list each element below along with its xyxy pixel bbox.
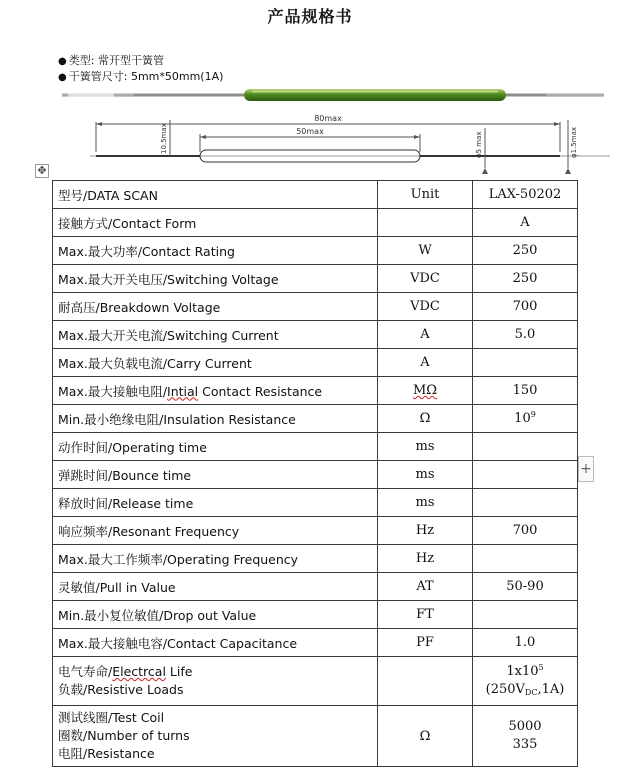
row-item: 动作时间/Operating time (53, 433, 378, 461)
row-unit: W (378, 237, 473, 265)
row-unit: Ω (378, 405, 473, 433)
row-item: Max.最大负载电流/Carry Current (53, 349, 378, 377)
row-unit: VDC (378, 293, 473, 321)
row-unit: ms (378, 489, 473, 517)
table-row (53, 209, 578, 237)
row-value (473, 545, 578, 573)
row-unit: Ω (378, 706, 473, 767)
row-value (473, 461, 578, 489)
table-row (53, 321, 578, 349)
table-row (53, 573, 578, 601)
row-item (53, 657, 378, 706)
spellcheck-word: Intial (167, 383, 199, 399)
row-item-line (58, 663, 372, 681)
bullet-type-label: 类型: (68, 54, 95, 67)
spellcheck-word: Electrcal (112, 664, 166, 679)
bullet-size-label: 干簧管尺寸: (68, 70, 128, 83)
row-unit-text: MΩ (412, 383, 438, 398)
bullet-size-value: 5mm*50mm(1A) (130, 70, 224, 83)
row-item-line: 电阻/Resistance (58, 746, 155, 761)
table-row (53, 517, 578, 545)
spec-table (52, 180, 578, 767)
table-row (53, 237, 578, 265)
glass-length-label: 50max (296, 127, 324, 136)
row-value (473, 657, 578, 706)
add-column-button[interactable]: + (578, 456, 594, 482)
row-unit: FT (378, 601, 473, 629)
row-item: Max.最大接触电容/Contact Capacitance (53, 629, 378, 657)
row-value: A (473, 209, 578, 237)
row-unit: Hz (378, 517, 473, 545)
row-unit: A (378, 349, 473, 377)
glass-diameter-label: φ5 max (475, 131, 483, 158)
value-exponent: 5 (538, 663, 544, 672)
row-value: 50-90 (473, 573, 578, 601)
header-model: LAX-50202 (473, 181, 578, 209)
row-unit: VDC (378, 265, 473, 293)
dimension-drawing (90, 112, 610, 178)
value-base: 1x10 (506, 664, 539, 679)
bullet-type-value: 常开型干簧管 (97, 54, 164, 67)
table-row (53, 293, 578, 321)
table-row (53, 265, 578, 293)
row-value-line: 5000 (508, 719, 542, 734)
height-dimension-label: 10.5max (160, 123, 168, 154)
row-value-line (478, 663, 572, 681)
row-item: Min.最小复位敏值/Drop out Value (53, 601, 378, 629)
row-item-line: 测试线圈/Test Coil (58, 710, 165, 725)
table-row (53, 405, 578, 433)
value-prefix: (250V (485, 682, 525, 697)
row-item: Max.最大工作频率/Operating Frequency (53, 545, 378, 573)
row-unit: A (378, 321, 473, 349)
table-row (53, 657, 578, 706)
row-item-line: 圈数/Number of turns (58, 728, 190, 743)
overall-length-label: 80max (314, 114, 342, 123)
row-value (473, 706, 578, 767)
row-value: 250 (473, 237, 578, 265)
table-row (53, 489, 578, 517)
table-row (53, 349, 578, 377)
row-value-line (478, 681, 572, 699)
row-unit: AT (378, 573, 473, 601)
row-item: 接触方式/Contact Form (53, 209, 378, 237)
row-unit (378, 377, 473, 405)
row-value: 1.0 (473, 629, 578, 657)
row-unit (378, 209, 473, 237)
value-subscript: DC (524, 688, 538, 697)
reed-switch-image (62, 86, 604, 104)
value-exponent: 9 (530, 410, 536, 419)
row-item-suffix: Life (165, 664, 193, 679)
document-title: 产品规格书 (267, 7, 353, 26)
row-value: 5.0 (473, 321, 578, 349)
row-item: 耐高压/Breakdown Voltage (53, 293, 378, 321)
header-unit: Unit (378, 181, 473, 209)
row-item-prefix: 电气寿命/ (58, 664, 113, 679)
table-header-row (53, 181, 578, 209)
value-suffix: ,1A) (537, 682, 565, 697)
row-value (473, 405, 578, 433)
table-move-handle-icon[interactable]: ✥ (35, 164, 49, 178)
row-item: Min.最小绝缘电阻/Insulation Resistance (53, 405, 378, 433)
table-row (53, 601, 578, 629)
row-item: 弹跳时间/Bounce time (53, 461, 378, 489)
row-unit: Hz (378, 545, 473, 573)
bullet-type (58, 52, 164, 68)
row-value: 150 (473, 377, 578, 405)
row-item: 释放时间/Release time (53, 489, 378, 517)
row-item (53, 377, 378, 405)
table-row (53, 377, 578, 405)
row-value (473, 433, 578, 461)
row-item (53, 706, 378, 767)
bullet-dot-icon: ● (58, 56, 67, 67)
row-item: Max.最大功率/Contact Rating (53, 237, 378, 265)
table-row (53, 545, 578, 573)
row-value (473, 489, 578, 517)
table-row (53, 461, 578, 489)
row-value (473, 601, 578, 629)
table-row (53, 433, 578, 461)
row-unit: ms (378, 461, 473, 489)
table-row (53, 706, 578, 767)
table-row (53, 629, 578, 657)
row-unit: ms (378, 433, 473, 461)
lead-diameter-label: φ1.5max (570, 126, 578, 158)
row-item-line: 负载/Resistive Loads (58, 682, 184, 697)
row-item: Max.最大开关电流/Switching Current (53, 321, 378, 349)
row-item: Max.最大开关电压/Switching Voltage (53, 265, 378, 293)
bullet-dot-icon: ● (58, 72, 67, 83)
row-value (473, 349, 578, 377)
row-value: 250 (473, 265, 578, 293)
row-unit: PF (378, 629, 473, 657)
row-value: 700 (473, 517, 578, 545)
row-item: 响应频率/Resonant Frequency (53, 517, 378, 545)
row-unit (378, 657, 473, 706)
row-item-prefix: Max.最大接触电阻/ (58, 383, 168, 399)
row-value-line: 335 (512, 737, 538, 752)
value-base: 10 (514, 411, 531, 426)
bullet-size (58, 68, 223, 84)
header-item: 型号/DATA SCAN (53, 181, 378, 209)
row-item: 灵敏值/Pull in Value (53, 573, 378, 601)
row-item-suffix: Contact Resistance (198, 383, 323, 399)
row-value: 700 (473, 293, 578, 321)
